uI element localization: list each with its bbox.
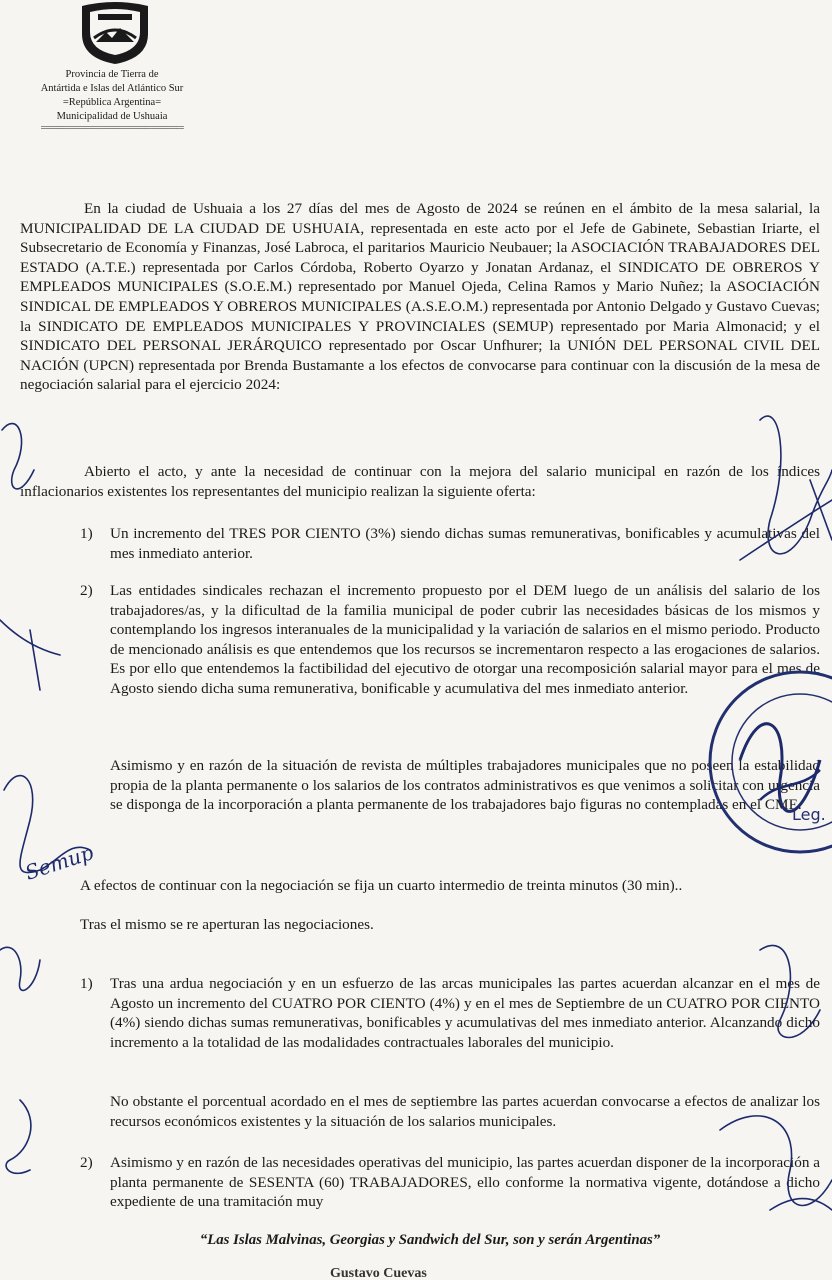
reopen-paragraph: Tras el mismo se re aperturan las negociaciones.: [80, 916, 374, 933]
offer-item-1-number: 1): [80, 525, 93, 542]
footer-cut-text: Gustavo Cuevas: [330, 1266, 427, 1280]
signature-left-bottom: [6, 1100, 31, 1173]
header-municipality: Municipalidad de Ushuaia: [56, 111, 168, 122]
agreement-item-2: Asimismo y en razón de las necesidades operativas del municipio, las partes acuerdan disponer de la incorporación a planta permanente de SESENTA (60) TRABAJADORES, ello conforme la normativa vigente, dotándose a dicho expediente de una tramitación muy: [110, 1154, 820, 1211]
opening-paragraph: Abierto el acto, y ante la necesidad de continuar con la mejora del salario municipal en razón de los índices inflacionarios existentes los representantes del municipio realizan la siguiente oferta:: [20, 463, 820, 500]
agreement-item-1-number: 1): [80, 975, 93, 992]
signature-left-lower: [0, 947, 40, 990]
municipal-crest-icon: [76, 2, 154, 66]
offer-item-2: Las entidades sindicales rechazan el incremento propuesto por el DEM luego de un análisis del salario de los trabajadores/as, y la dificultad de la familia municipal de poder cubrir las necesidades básicas de los mismos y contemplando los ingresos interanuales de la municipalidad y la variación de salarios en el mismo periodo. Producto de mencionado análisis es que entendemos que los recursos se incrementaron respecto a las erogaciones de salarios. Es por ello que entendemos la factibilidad del ejecutivo de otorgar una recomposición salarial mayor para el mes de Agosto siendo dicha suma remunerativa, bonificable y acumulativa del mes inmediato anterior.: [110, 582, 820, 697]
agreement-item-1-continued: No obstante el porcentual acordado en el mes de septiembre las partes acuerdan convocarse a efectos de analizar los recursos económicos existentes y la situación de los salarios municipales.: [110, 1093, 820, 1130]
agreement-item-2-number: 2): [80, 1154, 93, 1171]
header-antarctica: Antártida e Islas del Atlántico Sur: [40, 83, 184, 94]
signature-semup: Semup: [22, 840, 97, 885]
intro-paragraph: En la ciudad de Ushuaia a los 27 días del mes de Agosto de 2024 se reúnen en el ámbito de la mesa salarial, la MUNICIPALIDAD DE LA CIUDAD DE USHUAIA, representada en este acto por el Jefe de Gabinete, Sebastian Iriarte, el Subsecretario de Economía y Finanzas, José Labroca, el paritarios Mauricio Neubauer; la ASOCIACIÓN TRABAJADORES DEL ESTADO (A.T.E.) representada por Carlos Córdoba, Roberto Oyarzo y Jonatan Ardanaz, el SINDICATO DE OBREROS Y EMPLEADOS MUNICIPALES (S.O.E.M.) representado por Manuel Ojeda, Celina Ramos y Mario Nuñez; la ASOCIACIÓN SINDICAL DE EMPLEADOS Y OBREROS MUNICIPALES (A.S.E.O.M.) representada por Antonio Delgado y Gustavo Cuevas; la SINDICATO DE EMPLEADOS MUNICIPALES Y PROVINCIALES (SEMUP) representado por Maria Almonacid; y el SINDICATO DEL PERSONAL JERÁRQUICO representado por Oscar Unfhurer; la UNIÓN DEL PERSONAL CIVIL DEL NACIÓN (UPCN) representada por Brenda Bustamante a los efectos de convocarse para continuar con la discusión de la mesa de negociación salarial para el ejercicio 2024:: [20, 200, 820, 394]
signature-left-mid: [4, 776, 90, 873]
recess-paragraph: A efectos de continuar con la negociación se fija un cuarto intermedio de treinta minutos (30 min)..: [80, 877, 683, 894]
signature-left-cross: [0, 620, 60, 690]
header-rule: ===================================: [40, 124, 184, 133]
offer-item-2-number: 2): [80, 582, 93, 599]
header-block: [12, 68, 212, 133]
header-province: Provincia de Tierra de: [65, 69, 159, 80]
footer-quote: “Las Islas Malvinas, Georgias y Sandwich del Sur, son y serán Argentinas”: [199, 1232, 661, 1248]
agreement-item-1: Tras una ardua negociación y en un esfuerzo de las arcas municipales las partes acuerdan alcanzar en el mes de Agosto un incremento del CUATRO POR CIENTO (4%) y en el mes de Septiembre de un CUATRO POR CIENTO (4%) siendo dichas sumas remunerativas, bonificables y acumulativas del mes inmediato anterior. Alcanzando dicho incremento a la totalidad de las modalidades contractuales laborales del municipio.: [110, 975, 820, 1051]
offer-item-2-continued: Asimismo y en razón de la situación de revista de múltiples trabajadores municipales que no poseen la estabilidad propia de la planta permanente o los salarios de los contratos administrativos es que venimos a solicitar con urgencia se disponga de la incorporación a planta permanente de los trabajadores bajo figuras no contempladas en el CME.: [110, 757, 820, 814]
offer-item-1: Un incremento del TRES POR CIENTO (3%) siendo dichas sumas remunerativas, bonificables y acumulativas del mes inmediato anterior.: [110, 525, 820, 562]
stamp-label: Leg.: [792, 805, 826, 824]
header-republic: =República Argentina=: [62, 97, 162, 108]
